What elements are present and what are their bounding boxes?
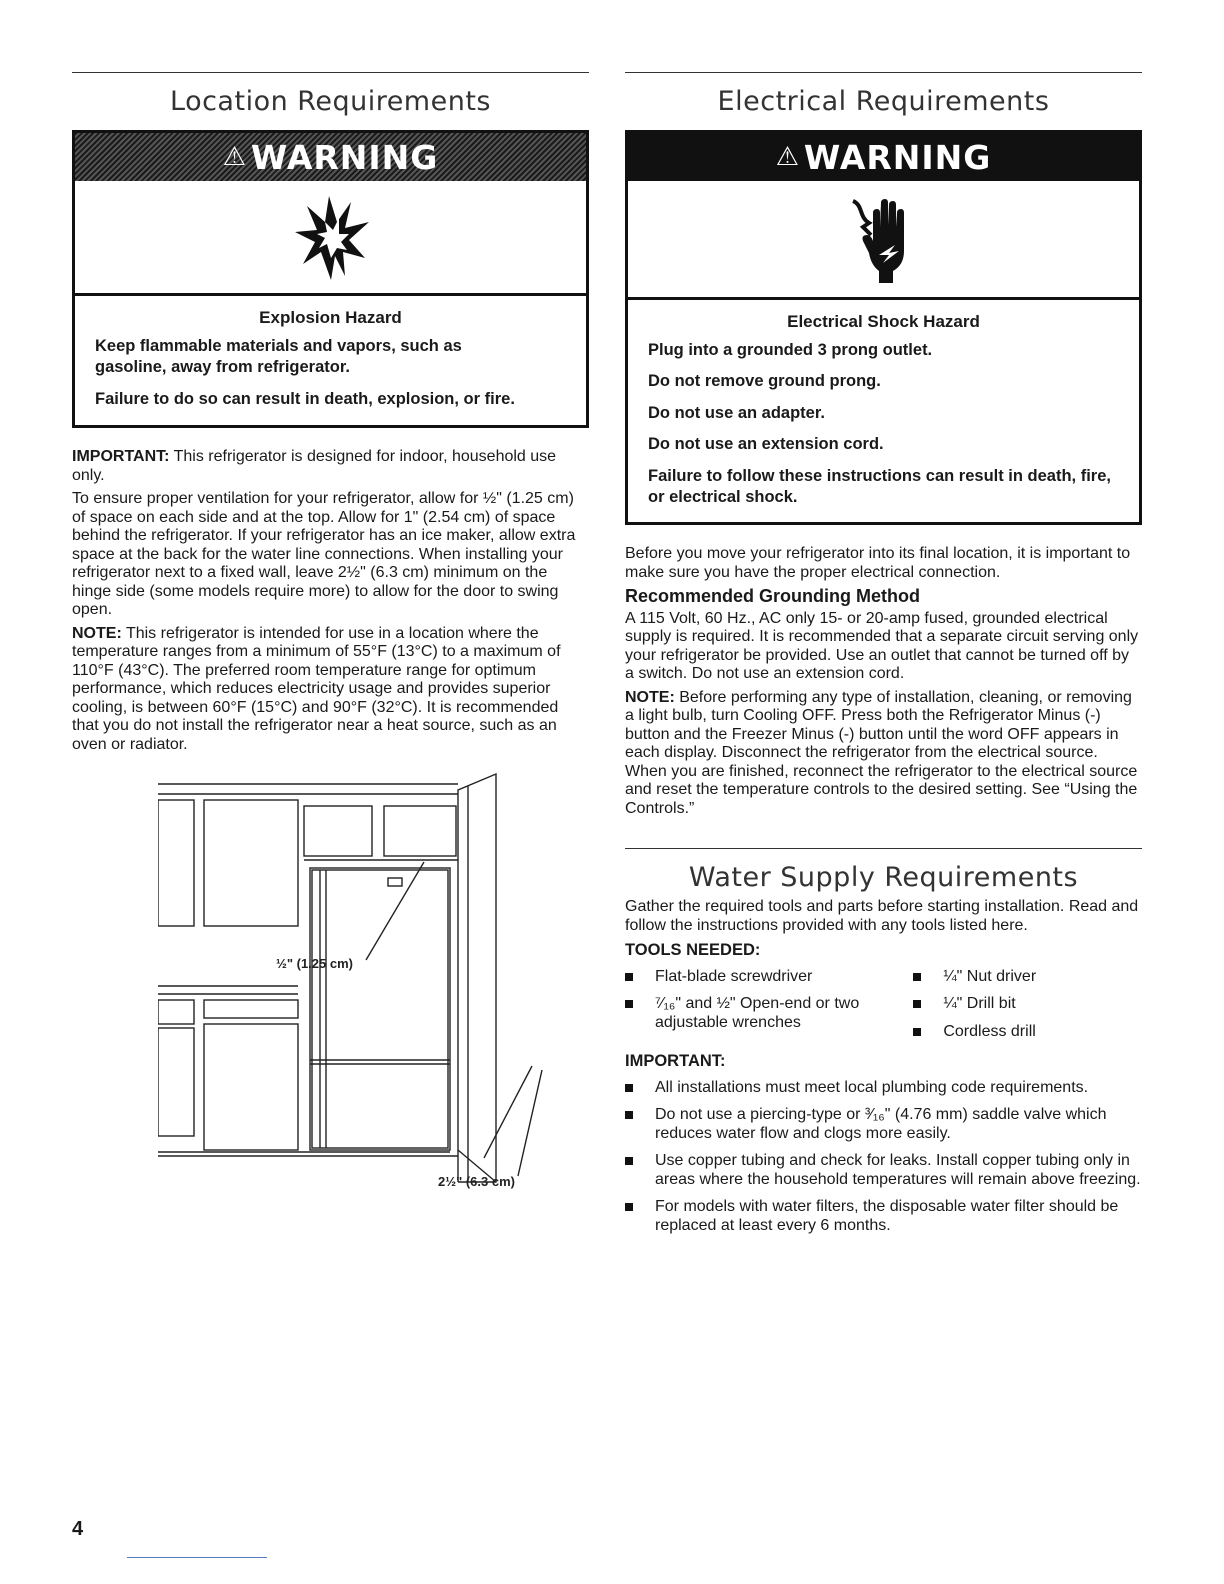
- warning-label: WARNING: [250, 137, 439, 177]
- tools-list: [625, 968, 1142, 1051]
- page-number: 4: [72, 1518, 84, 1540]
- tools-heading: TOOLS NEEDED:: [625, 941, 761, 959]
- electrical-warning-box: [625, 130, 1142, 525]
- note-label: NOTE:: [72, 624, 122, 642]
- warning-line: Do not remove ground prong.: [648, 372, 881, 391]
- warning-line: Failure to do so can result in death, explosion, or fire.: [95, 389, 515, 408]
- clearance-top-label: ½" (1.25 cm): [276, 956, 353, 971]
- list-item: Do not use a piercing-type or ³⁄₁₆" (4.76 mm) saddle valve which reduces water flow and clogs more easily.: [625, 1106, 1142, 1143]
- warning-line: Do not use an extension cord.: [648, 435, 884, 454]
- warning-triangle-icon: ⚠: [775, 142, 800, 172]
- list-item: Use copper tubing and check for leaks. Install copper tubing only in areas where the household temperatures will remain above freezing.: [625, 1152, 1142, 1189]
- warning-line: Plug into a grounded 3 prong outlet.: [648, 341, 933, 359]
- warning-triangle-icon: ⚠: [222, 142, 247, 172]
- tools-column-2: [913, 968, 1142, 1051]
- important-label: IMPORTANT:: [72, 448, 170, 465]
- water-body: [625, 898, 1142, 1244]
- section-rule: [72, 72, 589, 73]
- note-label: NOTE:: [625, 688, 675, 706]
- important-paragraph: [72, 448, 589, 485]
- grounding-text: A 115 Volt, 60 Hz., AC only 15- or 20-amp fused, grounded electrical supply is required. It is recommended that a separate circuit serving only your refrigerator be provided. Use an outlet that cannot be turned off by a switch. Do not use an extension cord.: [625, 609, 1139, 682]
- warning-header: [75, 133, 586, 181]
- electrical-shock-hand-icon: [849, 191, 919, 287]
- footer-rule: [127, 1557, 267, 1558]
- list-item: ¼" Drill bit: [913, 995, 1142, 1014]
- grounding-heading: Recommended Grounding Method: [625, 586, 920, 606]
- note-text: Before performing any type of installation, cleaning, or removing a light bulb, turn Cooling OFF. Press both the Refrigerator Minus (-) button and the Freezer Minus (-) button until the word OFF appears in each display. Disconnect the refrigerator from the electrical source. When you are finished, reconnect the refrigerator to the electrical source and reset the temperature controls to the desired setting. See “Using the Controls.”: [625, 688, 1138, 817]
- list-item: Flat-blade screwdriver: [625, 968, 913, 987]
- note-paragraph: [72, 625, 589, 755]
- tools-column-1: [625, 968, 913, 1051]
- list-item: Cordless drill: [913, 1023, 1142, 1042]
- hazard-title: Electrical Shock Hazard: [787, 312, 980, 331]
- water-section-title: Water Supply Requirements: [688, 862, 1079, 893]
- note-text: This refrigerator is intended for use in a location where the temperature ranges from a minimum of 55°F (13°C) to a maximum of 110°F (43°C). The preferred room temperature range for optimum performance, which reduces electricity usage and provides superior cooling, is between 60°F (15°C) and 90°F (32°C). It is recommended that you do not install the refrigerator near a heat source, such as an oven or radiator.: [72, 624, 561, 753]
- list-item: For models with water filters, the disposable water filter should be replaced at least every 6 months.: [625, 1198, 1142, 1235]
- electrical-intro: Before you move your refrigerator into its final location, it is important to make sure you have the proper electrical connection.: [625, 545, 1131, 581]
- important-text: This refrigerator is designed for indoor, household use only.: [72, 448, 557, 484]
- warning-header: [628, 133, 1139, 181]
- explosion-warning-box: [72, 130, 589, 428]
- clearance-diagram: [158, 770, 588, 1200]
- water-important-list: [625, 1079, 1142, 1236]
- explosion-icon: [291, 192, 371, 282]
- section-rule: [625, 72, 1142, 73]
- hazard-title: Explosion Hazard: [259, 308, 402, 327]
- water-intro: Gather the required tools and parts before starting installation. Read and follow the instructions provided with any tools listed here.: [625, 898, 1139, 934]
- warning-line: Do not use an adapter.: [648, 403, 825, 422]
- list-item: All installations must meet local plumbing code requirements.: [625, 1079, 1142, 1098]
- list-item: ¼" Nut driver: [913, 968, 1142, 987]
- location-body: [72, 448, 589, 759]
- section-rule: [625, 848, 1142, 849]
- warning-icon-row: [628, 181, 1139, 300]
- list-item: ⁷⁄₁₆" and ½" Open-end or two adjustable wrenches: [625, 995, 913, 1032]
- warning-line: Keep flammable materials and vapors, such as gasoline, away from refrigerator.: [95, 337, 462, 377]
- warning-line: Failure to follow these instructions can result in death, fire, or electrical shock.: [648, 466, 1111, 507]
- water-important-heading: IMPORTANT:: [625, 1052, 726, 1070]
- electrical-body: [625, 545, 1142, 823]
- warning-icon-row: [75, 181, 586, 296]
- warning-label: WARNING: [803, 137, 992, 177]
- section-title: Electrical Requirements: [717, 86, 1050, 117]
- note-paragraph: [625, 689, 1142, 819]
- ventilation-paragraph: To ensure proper ventilation for your refrigerator, allow for ½" (1.25 cm) of space on each side and at the top. Allow for 1" (2.54 cm) of space behind the refrigerator. If your refrigerator has an ice maker, allow extra space at the back for the water line connections. When installing your refrigerator next to a fixed wall, leave 2½" (6.3 cm) minimum on the hinge side (some models require more) to allow for the door to swing open.: [72, 490, 576, 618]
- clearance-hinge-label: 2½" (6.3 cm): [438, 1174, 515, 1189]
- section-title: Location Requirements: [170, 86, 491, 117]
